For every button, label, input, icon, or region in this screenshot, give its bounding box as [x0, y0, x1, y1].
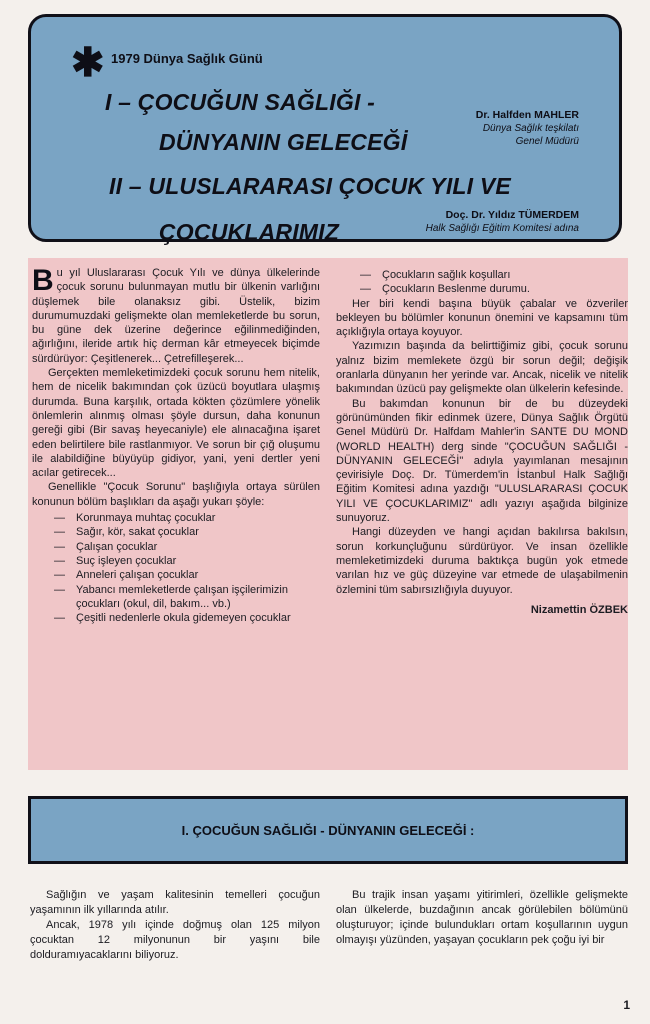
title-line-4: ÇOCUKLARIMIZ: [159, 219, 339, 245]
paragraph: Bu trajik insan yaşamı yitirimleri, özellikle gelişmekte olan ülkelerde, buzdağının ancak görülebilen bölümünü oluşturuyor; içinde bulundukları ortam koşullarının uygun olmayışı yüzünden, yaşayan çocukların pek çoğu iyi bir: [336, 889, 628, 946]
paragraph: Her biri kendi başına büyük çabalar ve özveriler bekleyen bu bölümler konunun önemini ve kapsamını tüm açıklığıyla ortaya koyuyor.: [336, 297, 628, 339]
byline-role: Genel Müdürü: [515, 136, 579, 147]
byline-tumerdem: [426, 209, 579, 235]
byline-role: Halk Sağlığı Eğitim Komitesi adına: [425, 223, 579, 234]
paragraph: Yazımızın başında da belirttiğimiz gibi, çocuk sorunu yalnız bizim memlekete özgü bir sorun değil; değişik oranlarla dünyanın her yerinde var. Ancak, nicelik ve nitelik bakımından üzücü pay gelişmekte olan ülkelerin kefesinde.: [336, 340, 628, 396]
title-line-1: I – ÇOCUĞUN SAĞLIĞI -: [105, 89, 375, 115]
list-item: — Çocukların sağlık koşulları: [360, 268, 628, 282]
byline-role: Dünya Sağlık teşkilatı: [482, 123, 579, 134]
list-item: — Korunmaya muhtaç çocuklar: [54, 511, 320, 525]
title-line-2: DÜNYANIN GELECEĞİ: [159, 129, 408, 155]
section-title: I. ÇOCUĞUN SAĞLIĞI - DÜNYANIN GELECEĞİ :: [181, 823, 475, 838]
drop-cap: B: [32, 264, 54, 297]
paragraph: Genellikle "Çocuk Sorunu" başlığıyla ortaya sürülen konunun bölüm başlıkları da aşağı yukarı şöyle:: [32, 481, 320, 508]
section-left-column: [30, 888, 320, 963]
intro-right-column: [336, 266, 628, 617]
event-kicker: 1979 Dünya Sağlık Günü: [111, 51, 263, 66]
topic-list-continued: [336, 268, 628, 297]
title-line-3: II – ULUSLARARASI ÇOCUK YILI VE: [109, 173, 511, 199]
list-item: — Çocukların Beslenme durumu.: [360, 282, 628, 296]
paragraph: Bu bakımdan konunun bir de bu düzeydeki görünümünden fikir edinmek üzere, Dünya Sağlık Örgütü Genel Müdürü Dr. Halfdam Mahler'in SANTE DU MOND (WORLD HEALTH) derg sinde "ÇOCUĞUN SAĞLIĞI - DÜNYANIN GELECEĞİ" adıyla yayımlanan mesajının çevirisiyle Doç. Dr. Tümerdem'in İstanbul Halk Sağlığı Eğitim Komitesi adına yazdığı "ULUSLARARASI ÇOCUK YILI VE ÇOCUKLARIMIZ" adlı yazıyı aşağıda bilginize sunuyoruz.: [336, 397, 628, 525]
paragraph: Sağlığın ve yaşam kalitesinin temelleri çocuğun yaşamının ilk yıllarında atılır.: [30, 889, 320, 916]
list-item: — Yabancı memleketlerde çalışan işçilerimizin çocukları (okul, dil, bakım... vb.): [54, 583, 320, 612]
byline-name: Doç. Dr. Yıldız TÜMERDEM: [445, 209, 579, 221]
paragraph: Gerçekten memleketimizdeki çocuk sorunu hem nitelik, hem de nicelik bakımından çok üzücü boyutlara ulaşmış durumda. Buna karşılık, ortada kökten çözümlere yönelik önlemlerin alınmış olması şöyle dursun, daha konunun gereği gibi (Bir savaş heyecaniyle) ele alınacağına işaret eden belirtilere bile rastlanmıyor. Ve sorun bir çığ oluşumu ile alabildiğine büyüyüp gidiyor, yani, yeni dertler yeni acılar getirecek...: [32, 367, 320, 480]
list-item: — Sağır, kör, sakat çocuklar: [54, 525, 320, 539]
byline-mahler: [476, 109, 579, 148]
list-item: — Çalışan çocuklar: [54, 540, 320, 554]
topic-list: [32, 511, 320, 625]
list-item: — Suç işleyen çocuklar: [54, 554, 320, 568]
section-right-column: [336, 888, 628, 948]
asterisk-icon: ✱: [71, 41, 105, 85]
paragraph: Ancak, 1978 yılı içinde doğmuş olan 125 milyon çocuktan 12 milyonunun bir yaşını bile dolduramıyacaklarını biliyoruz.: [30, 919, 320, 961]
list-item: — Çeşitli nedenlerle okula gidemeyen çocuklar: [54, 611, 320, 625]
section-heading-bar: [28, 796, 628, 864]
author-signature: Nizamettin ÖZBEK: [530, 603, 628, 616]
intro-left-column: [32, 266, 320, 625]
page-number: 1: [623, 998, 630, 1012]
paragraph: Hangi düzeyden ve hangi açıdan bakılırsa bakılsın, sorun korkunçluğunu sürdürüyor. Ve insan özellikle memleketimizdeki duruma baktıkça bugün yok etmede varılan hız ve güç düzeyine var etmede de ulaşabilmenin özlemini tüm sabırsızlığıyla duyuyor.: [336, 526, 628, 596]
byline-name: Dr. Halfden MAHLER: [475, 109, 579, 121]
list-item: — Anneleri çalışan çocuklar: [54, 568, 320, 582]
header-panel: [28, 14, 622, 245]
paragraph: Bu yıl Uluslararası Çocuk Yılı ve dünya ülkelerinde çocuk sorunu bulunmayan mutlu bir ülkenin varlığını düşlemek bile olanaksız gibi. Üstelik, bizim durumumuzdaki gelişmekte olan memleketlerde bu sorun, bu güne dek üzerine değerince eğilinmediğinden, ağırlığını, ileride artık hiç derman kâr etmeyecek biçimde sürdürüyor: Çeşitlenerek... Çetrefilleşerek...: [32, 264, 320, 365]
